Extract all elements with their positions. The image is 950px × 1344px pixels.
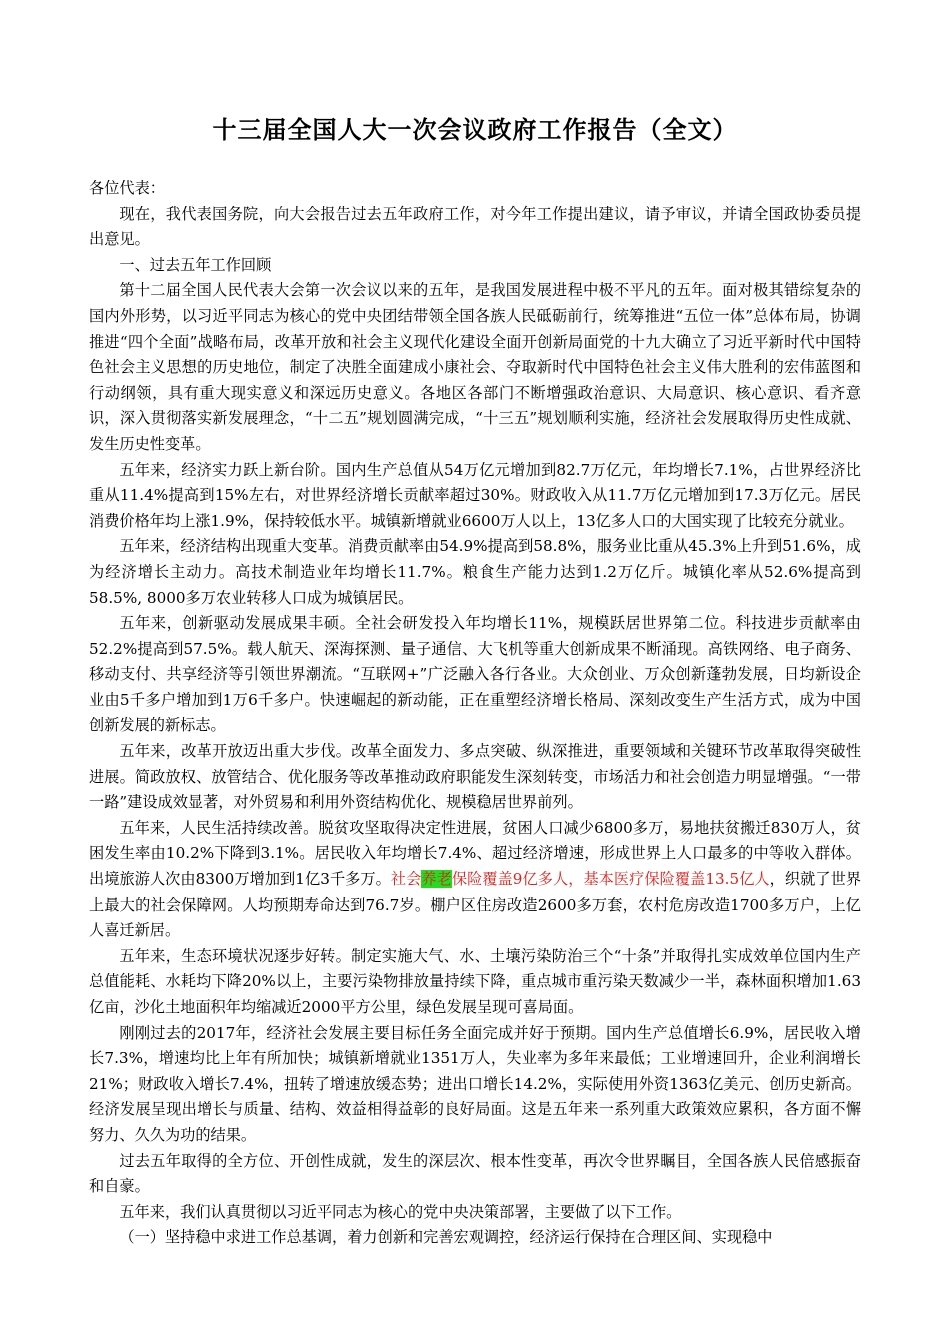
paragraph-ecology: 五年来，生态环境状况逐步好转。制定实施大气、水、土壤污染防治三个“十条”并取得扎实成效单位国内生产总值能耗、水耗均下降20%以上，主要污染物排放量持续下降，重点城市重污染天数减少一半，森林面积增加1.63亿亩，沙化土地面积年均缩减近2000平方公里，绿色发展呈现可喜局面。	[89, 946, 861, 1016]
section-heading: 一、过去五年工作回顾	[119, 255, 272, 274]
paragraph-livelihood	[89, 816, 861, 944]
paragraph-overview: 第十二届全国人民代表大会第一次会议以来的五年，是我国发展进程中极不平凡的五年。面对极其错综复杂的国内外形势，以习近平同志为核心的党中央团结带领全国各族人民砥砺前行，统筹推进“五位一体”总体布局，协调推进“四个全面”战略布局，改革开放和社会主义现代化建设全面开创新局面党的十九大确立了习近平新时代中国特色社会主义思想的历史地位，制定了决胜全面建成小康社会、夺取新时代中国特色社会主义伟大胜利的宏伟蓝图和行动纲领，具有重大现实意义和深远历史意义。各地区各部门不断增强政治意识、大局意识、核心意识、看齐意识，深入贯彻落实新发展理念，“十二五”规划圆满完成，“十三五”规划顺利实施，经济社会发展取得历史性成就、发生历史性变革。	[89, 281, 861, 453]
paragraph-item-1: （一）坚持稳中求进工作总基调，着力创新和完善宏观调控，经济运行保持在合理区间、实现稳中	[119, 1228, 773, 1247]
paragraph-innovation: 五年来，创新驱动发展成果丰硕。全社会研发投入年均增长11%，规模跃居世界第二位。科技进步贡献率由52.2%提高到57.5%。载人航天、深海探测、量子通信、大飞机等重大创新成果不断涌现。高铁网络、电子商务、移动支付、共享经济等引领世界潮流。“互联网+”广泛融入各行各业。大众创业、万众创新蓬勃发展，日均新设企业由5千多户增加到1万6千多户。快速崛起的新动能，正在重塑经济增长格局、深刻改变生产生活方式，成为中国创新发展的新标志。	[89, 614, 861, 735]
emphasis-red-text-2: 保险覆盖9亿多人，基本医疗保险覆盖13.5亿人	[451, 870, 770, 889]
paragraph-economy: 五年来，经济实力跃上新台阶。国内生产总值从54万亿元增加到82.7万亿元，年均增长7.1%，占世界经济比重从11.4%提高到15%左右，对世界经济增长贡献率超过30%。财政收入从11.7万亿元增加到17.3万亿元。居民消费价格年均上涨1.9%，保持较低水平。城镇新增就业6600万人以上，13亿多人口的大国实现了比较充分就业。	[89, 460, 861, 530]
salutation: 各位代表：	[89, 179, 165, 197]
paragraph-2017: 刚刚过去的2017年，经济社会发展主要目标任务全面完成并好于预期。国内生产总值增长6.9%，居民收入增长7.3%，增速均比上年有所加快；城镇新增就业1351万人，失业率为多年来最低；工业增速回升，企业利润增长21%；财政收入增长7.4%，扭转了增速放缓态势；进出口增长14.2%，实际使用外资1363亿美元、创历史新高。经济发展呈现出增长与质量、结构、效益相得益彰的良好局面。这是五年来一系列重大政策效应累积，各方面不懈努力、久久为功的结果。	[89, 1023, 861, 1144]
paragraph-work-intro: 五年来，我们认真贯彻以习近平同志为核心的党中央决策部署，主要做了以下工作。	[119, 1202, 682, 1221]
document-title: 十三届全国人大一次会议政府工作报告（全文）	[212, 115, 738, 144]
paragraph-structure: 五年来，经济结构出现重大变革。消费贡献率由54.9%提高到58.8%，服务业比重从45.3%上升到51.6%，成为经济增长主动力。高技术制造业年均增长11.7%。粮食生产能力达到1.2万亿斤。城镇化率从52.6%提高到58.5%, 8000多万农业转移人口成为城镇居民。	[89, 537, 861, 607]
intro-paragraph: 现在，我代表国务院，向大会报告过去五年政府工作，对今年工作提出建议，请予审议，并请全国政协委员提出意见。	[89, 204, 861, 249]
paragraph-achievements: 过去五年取得的全方位、开创性成就，发生的深层次、根本性变革，再次令世界瞩目，全国各族人民倍感振奋和自豪。	[89, 1151, 861, 1196]
paragraph-reform: 五年来，改革开放迈出重大步伐。改革全面发力、多点突破、纵深推进，重要领域和关键环节改革取得突破性进展。简政放权、放管结合、优化服务等改革推动政府职能发生深刻转变，市场活力和社会创造力明显增强。“一带一路”建设成效显著，对外贸易和利用外资结构优化、规模稳居世界前列。	[89, 742, 861, 812]
livelihood-text-a: 五年来，人民生活持续改善。脱贫攻坚取得决定性进展，贫困人口减少6800多万，易地扶贫搬迁830万人，贫困发生率由10.2%下降到3.1%。居民收入年均增长7.4%、超过经济增速，形成世界上人口最多的中等收入群体。出境旅游人次由8300万增加到1亿3千多万。	[89, 818, 861, 889]
emphasis-red-text: 社会	[390, 870, 422, 889]
highlighted-text: 养老	[421, 870, 452, 889]
document-body	[89, 176, 861, 1251]
livelihood-text-b: ，织就了世界上最大的社会保障网。人均预期寿命达到76.7岁。棚户区住房改造2600多万套，农村危房改造1700多万户，上亿人喜迁新居。	[89, 870, 862, 940]
